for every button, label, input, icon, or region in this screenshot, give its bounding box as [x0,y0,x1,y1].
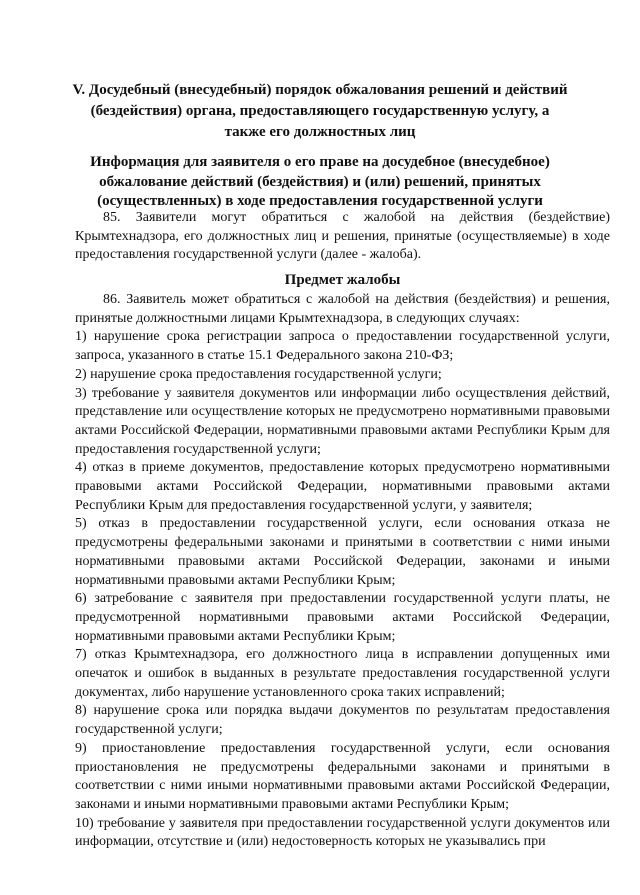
list-item: 2) нарушение срока предоставления государственной услуги; [75,366,442,382]
list-item: 1) нарушение срока регистрации запроса о предоставлении государственной услуги, запроса, указанного в статье 15.1 Федерального закона 210-ФЗ; [75,329,610,364]
list-item: 7) отказ Крымтехнадзора, его должностного лица в исправлении допущенных ими опечаток и ошибок в выданных в результате предоставления государственной услуги документах, либо нарушение установленного срока таких исправлений; [75,647,610,700]
subject-title: Предмет жалобы [284,272,401,288]
list-item: 8) нарушение срока или порядка выдачи документов по результатам предоставления государственной услуги; [75,703,610,738]
section-title: V. Досудебный (внесудебный) порядок обжалования решений и действий (бездействия) органа, предоставляющего государственную услугу, а также его должностных лиц [72,82,568,140]
complaint-cases [75,291,610,865]
list-item: 3) требование у заявителя документов или информации либо осуществления действий, представление или осуществление которых не предусмотрено нормативными правовыми актами Российской Федерации, нормативными правовыми актами Республики Крым для предоставления государственной услуги; [75,385,610,457]
list-item: 6) затребование с заявителя при предоставлении государственной услуги платы, не предусмотренной нормативными правовыми актами Российской Федерации, нормативными правовыми актами Республики Крым; [75,591,610,644]
list-item: 10) требование у заявителя при предоставлении государственной услуги документов или информации, отсутствие и (или) недостоверность которых не указывались при [75,815,610,850]
paragraph-86: 86. Заявитель может обратиться с жалобой на действия (бездействия) и решения, принятые должностными лицами Крымтехнадзора, в следующих случаях: [75,292,610,326]
list-item: 5) отказ в предоставлении государственной услуги, если основания отказа не предусмотрены федеральными законами и принятыми в соответствии с ними иными нормативными правовыми актами Российской Федерации, законами и иными нормативными правовыми актами Республики Крым; [75,516,610,588]
paragraph-85-text: 85. Заявители могут обратиться с жалобой на действия (бездействие) Крымтехнадзора, его должностных лиц и решения, принятые (осуществляемые) в ходе предоставления государственной услуги (далее - жалоба). [75,210,610,263]
list-item: 9) приостановление предоставления государственной услуги, если основания приостановления не предусмотрены федеральными законами и принятыми в соответствии с ними иными нормативными правовыми актами Российской Федерации, законами и иными нормативными правовыми актами Республики Крым; [75,740,610,812]
paragraph-85 [75,209,610,265]
info-title: Информация для заявителя о его праве на досудебное (внесудебное) обжалование действий (бездействия) и (или) решений, принятых (осуществленных) в ходе предоставления государственной услуги [90,154,550,209]
list-item: 4) отказ в приеме документов, предоставление которых предусмотрено нормативными правовыми актами Российской Федерации, нормативными правовыми актами Республики Крым для предоставления государственной услуги, у заявителя; [75,460,610,513]
